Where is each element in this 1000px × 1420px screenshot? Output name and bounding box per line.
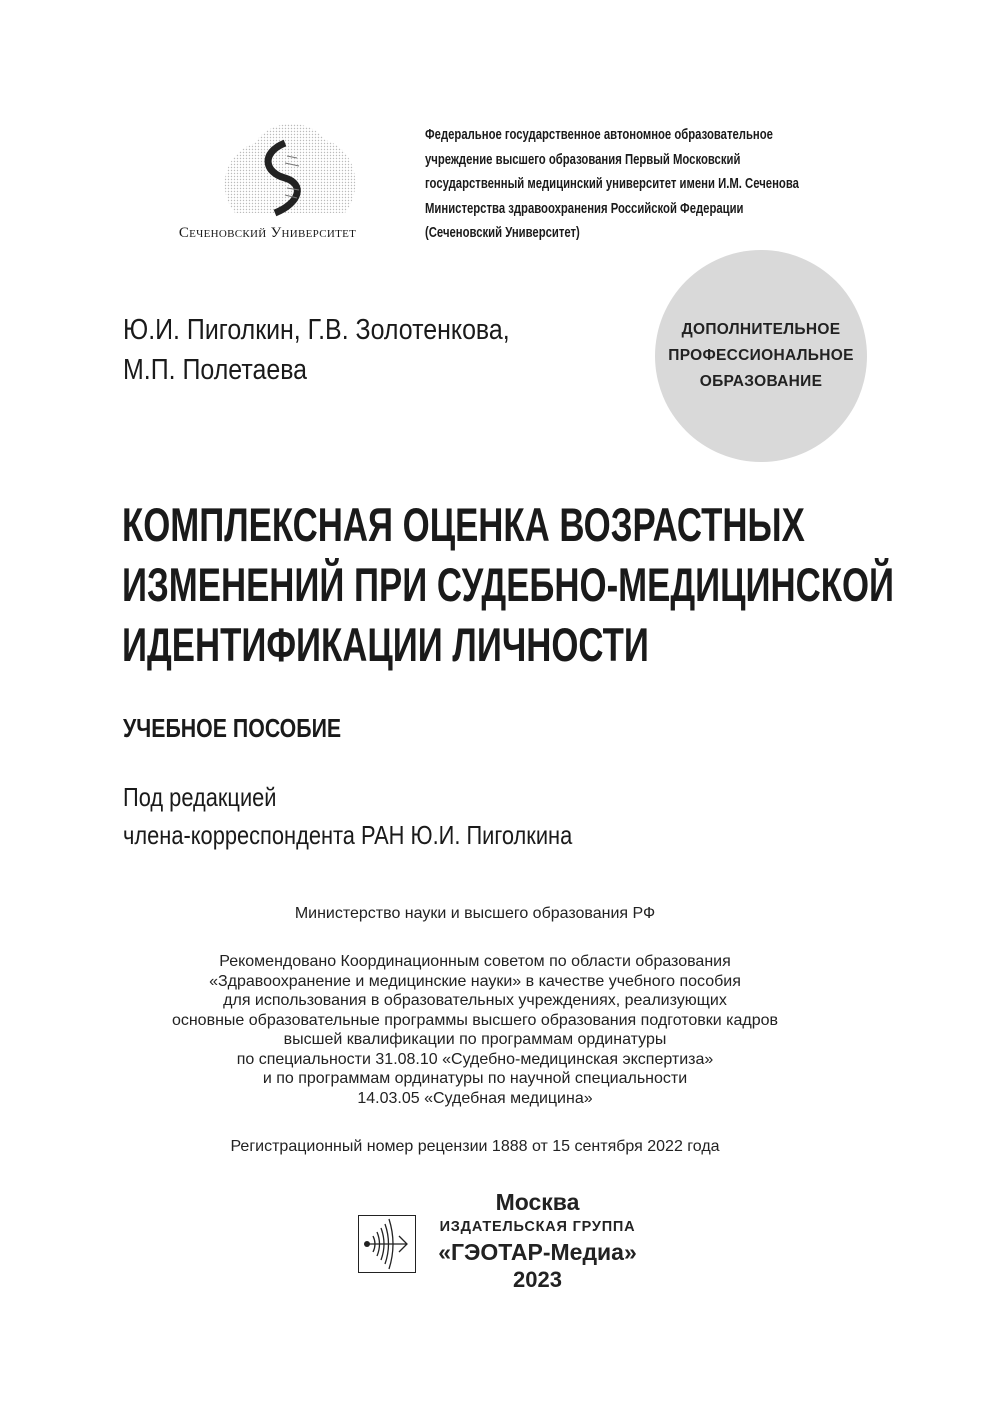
recommendation-line: по специальности 31.08.10 «Судебно-медицинская экспертиза» (236, 1050, 714, 1068)
ministry-line: Министерство науки и высшего образования РФ (294, 905, 656, 922)
publication-year: 2023 (513, 1267, 562, 1292)
institution-line: учреждение высшего образования Первый Московский (425, 151, 741, 168)
book-title (122, 495, 1000, 675)
institution-name (425, 123, 904, 246)
recommendation-line: и по программам ординатуры по научной специальности (262, 1070, 688, 1087)
publisher-group: ИЗДАТЕЛЬСКАЯ ГРУППА (439, 1219, 636, 1235)
recommendation-line: основные образовательные программы высшего образования подготовки кадров (171, 1011, 779, 1029)
title-line: ИЗМЕНЕНИЙ ПРИ СУДЕБНО-МЕДИЦИНСКОЙ (122, 558, 895, 611)
badge-line: ОБРАЗОВАНИЕ (699, 373, 823, 390)
publisher-city: Москва (495, 1189, 580, 1215)
editor-line: Под редакцией (123, 782, 277, 812)
logo-caption: Сеченовский Университет (178, 225, 357, 241)
sechenov-university-logo (215, 118, 365, 223)
recommendation-line: Рекомендовано Координационным советом по области образования (219, 953, 731, 970)
institution-line: государственный медицинский университет имени И.М. Сеченова (425, 176, 799, 192)
badge-line: ПРОФЕССИОНАЛЬНОЕ (668, 347, 854, 364)
institution-line: Федеральное государственное автономное образовательное (425, 127, 773, 143)
recommendation-line: для использования в образовательных учреждениях, реализующих (223, 992, 727, 1009)
education-type-badge (655, 250, 867, 462)
recommendation-line: 14.03.05 «Судебная медицина» (357, 1089, 593, 1107)
geotar-arrow-icon (359, 1216, 414, 1271)
book-subtitle (123, 713, 389, 744)
authors (123, 310, 573, 390)
publisher (425, 1188, 650, 1294)
title-line: КОМПЛЕКСНАЯ ОЦЕНКА ВОЗРАСТНЫХ (122, 498, 805, 551)
geotar-logo (358, 1215, 416, 1273)
subtitle-text: УЧЕБНОЕ ПОСОБИЕ (123, 713, 342, 743)
institution-line: Министерства здравоохранения Российской Федерации (425, 200, 744, 217)
recommendation-line: высшей квалификации по программам ординатуры (283, 1031, 667, 1048)
recommendation-line: «Здравоохранение и медицинские науки» в качестве учебного пособия (209, 972, 741, 990)
title-line: ИДЕНТИФИКАЦИИ ЛИЧНОСТИ (122, 618, 649, 671)
dna-tree-icon (215, 118, 365, 223)
registration-number: Регистрационный номер рецензии 1888 от 15 сентября 2022 года (230, 1138, 720, 1155)
editor-line: члена-корреспондента РАН Ю.И. Пиголкина (123, 820, 573, 850)
author-line: М.П. Полетаева (123, 354, 308, 386)
editor-credit (123, 778, 658, 854)
author-line: Ю.И. Пиголкин, Г.В. Золотенкова, (123, 314, 510, 346)
publisher-name: «ГЭОТАР-Медиа» (438, 1239, 637, 1265)
recommendation (0, 952, 950, 1108)
badge-line: ДОПОЛНИТЕЛЬНОЕ (681, 321, 841, 338)
institution-line: (Сеченовский Университет) (425, 225, 580, 241)
